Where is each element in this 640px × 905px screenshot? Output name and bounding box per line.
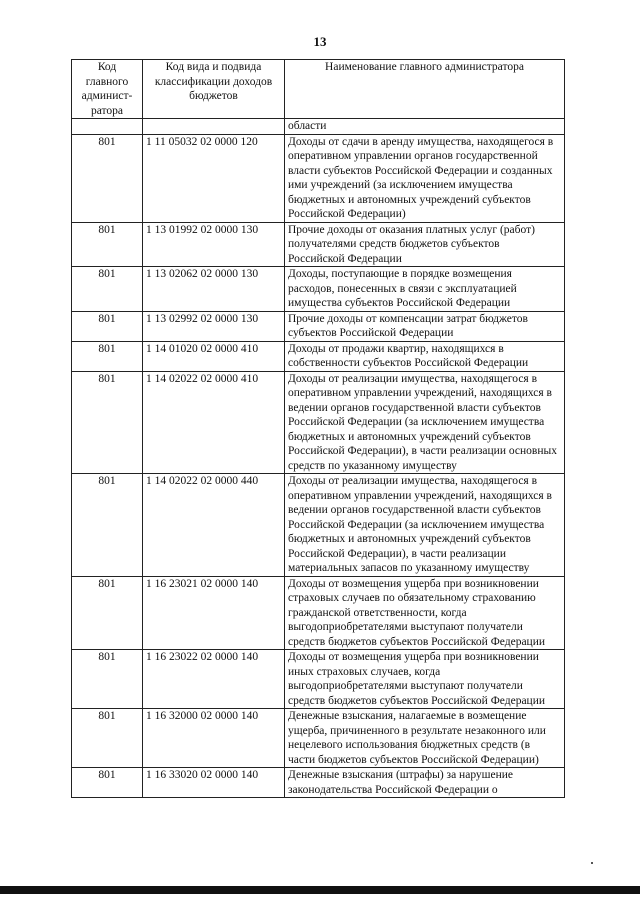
revenue-code-cell: 1 13 02062 02 0000 130: [143, 267, 285, 312]
revenue-name-cell: [285, 576, 565, 650]
revenue-name-line: бюджетных и автономных учреждений субъектов: [288, 430, 531, 443]
revenue-name-line: бюджетных и автономных учреждений субъектов: [288, 533, 531, 545]
section-empty-cell: [72, 119, 143, 135]
scan-speck: [591, 862, 593, 864]
revenue-name-cell: [285, 341, 565, 371]
table-row: [72, 341, 565, 371]
revenue-name-line: Российской Федерации (за исключением имущества: [288, 518, 545, 531]
revenue-name-cell: [285, 371, 565, 474]
revenue-code-cell: 1 11 05032 02 0000 120: [143, 134, 285, 222]
revenue-name-line: ведении органов государственной власти субъектов: [288, 401, 541, 414]
revenue-name-line: Доходы от возмещения ущерба при возникновении: [288, 651, 539, 663]
header-administrator-name: [285, 60, 565, 119]
table-row: [72, 576, 565, 650]
revenue-name-line: Российской Федерации): [288, 208, 406, 220]
revenue-name-line: Прочие доходы от оказания платных услуг (работ): [288, 223, 535, 236]
header-line: админист-: [81, 90, 133, 102]
revenue-name-line: страховых случаев по обязательному страхованию: [288, 592, 536, 604]
revenue-name-cell: [285, 474, 565, 577]
revenue-name-cell: [285, 134, 565, 222]
section-row: [72, 119, 565, 135]
header-line: Наименование главного администратора: [325, 61, 524, 73]
table-row: [72, 768, 565, 798]
revenue-name-line: Российской Федерации), в части реализации: [288, 547, 506, 560]
revenue-name-line: субъектов Российской Федерации: [288, 327, 454, 339]
revenue-name-line: расходов, понесенных в связи с эксплуатацией: [288, 282, 517, 295]
header-line: главного: [85, 75, 129, 88]
revenue-name-line: Прочие доходы от компенсации затрат бюджетов: [288, 312, 528, 325]
revenue-name-line: собственности субъектов Российской Федерации: [288, 357, 529, 369]
revenue-name-line: оперативном управлении учреждений, находящихся в: [288, 387, 552, 399]
table-row: [72, 311, 565, 341]
revenue-name-line: нецелевого использования бюджетных средств (в: [288, 739, 531, 751]
revenue-name-line: гражданской ответственности, когда: [288, 606, 467, 619]
revenue-name-line: Российской Федерации), в части реализации основных: [288, 445, 557, 457]
revenue-name-line: Денежные взыскания, налагаемые в возмещение: [288, 710, 527, 722]
revenue-code-cell: 1 13 01992 02 0000 130: [143, 222, 285, 267]
header-revenue-code: [143, 60, 285, 119]
table-row: [72, 709, 565, 768]
admin-code-cell: 801: [72, 341, 143, 371]
revenue-name-line: ущерба, причиненного в результате незаконного или: [288, 724, 546, 737]
revenue-name-line: Доходы от реализации имущества, находящегося в: [288, 372, 538, 385]
admin-code-cell: 801: [72, 576, 143, 650]
table-row: [72, 267, 565, 312]
revenue-name-line: законодательства Российской Федерации о: [288, 783, 498, 796]
header-line: ратора: [90, 104, 124, 117]
revenue-name-line: Российской Федерации (за исключением имущества: [288, 416, 545, 428]
table-row: [72, 650, 565, 709]
revenue-name-cell: [285, 768, 565, 798]
revenue-name-line: Доходы от возмещения ущерба при возникновении: [288, 577, 539, 590]
header-admin-code: [72, 60, 143, 119]
section-empty-cell: [143, 119, 285, 135]
admin-code-cell: 801: [72, 650, 143, 709]
page-number: 13: [313, 34, 327, 49]
revenue-name-line: бюджетных и автономных учреждений субъектов: [288, 193, 531, 206]
revenue-name-line: оперативном управлении учреждений, находящихся в: [288, 489, 552, 502]
table-body: [72, 119, 565, 798]
revenue-name-line: оперативном управлении органов государственной: [288, 150, 538, 162]
admin-code-cell: 801: [72, 709, 143, 768]
header-line: бюджетов: [189, 90, 238, 102]
revenue-name-line: выгодоприобретателями выступают получатели: [288, 680, 523, 692]
table-row: [72, 371, 565, 474]
section-label: области: [285, 119, 565, 135]
revenue-name-line: Доходы от реализации имущества, находящегося в: [288, 475, 538, 487]
scan-bottom-edge: [0, 886, 640, 894]
revenue-name-line: власти субъектов Российской Федерации и созданных: [288, 164, 553, 177]
revenue-code-cell: 1 16 32000 02 0000 140: [143, 709, 285, 768]
revenue-name-line: Российской Федерации: [288, 252, 402, 265]
revenue-name-cell: [285, 311, 565, 341]
admin-code-cell: 801: [72, 134, 143, 222]
revenue-name-line: выгодоприобретателями выступают получатели: [288, 621, 523, 633]
revenue-code-cell: 1 13 02992 02 0000 130: [143, 311, 285, 341]
revenue-code-cell: 1 16 33020 02 0000 140: [143, 768, 285, 798]
revenue-code-cell: 1 14 02022 02 0000 440: [143, 474, 285, 577]
revenue-name-line: средств по указанному имуществу: [288, 459, 457, 472]
header-line: Код: [97, 61, 117, 73]
table-row: [72, 474, 565, 577]
admin-code-cell: 801: [72, 311, 143, 341]
table-header-row: [72, 60, 565, 119]
revenue-name-line: Денежные взыскания (штрафы) за нарушение: [288, 769, 514, 781]
revenue-classification-table: [71, 59, 565, 798]
table-row: [72, 134, 565, 222]
admin-code-cell: 801: [72, 371, 143, 474]
revenue-name-line: ими учреждений (за исключением имущества: [288, 179, 513, 191]
revenue-name-cell: [285, 650, 565, 709]
admin-code-cell: 801: [72, 267, 143, 312]
revenue-name-cell: [285, 267, 565, 312]
revenue-name-line: средств бюджетов субъектов Российской Федерации: [288, 694, 546, 707]
revenue-code-cell: 1 14 02022 02 0000 410: [143, 371, 285, 474]
revenue-name-line: получателями средств бюджетов субъектов: [288, 238, 500, 250]
revenue-name-line: средств бюджетов субъектов Российской Федерации: [288, 635, 546, 648]
revenue-name-line: имущества субъектов Российской Федерации: [288, 297, 511, 309]
revenue-name-line: Доходы от сдачи в аренду имущества, находящегося в: [288, 135, 554, 148]
revenue-name-line: части бюджетов субъектов Российской Федерации): [288, 753, 539, 766]
revenue-name-line: ведении органов государственной власти субъектов: [288, 504, 541, 516]
admin-code-cell: 801: [72, 768, 143, 798]
header-line: Код вида и подвида: [165, 61, 262, 73]
revenue-code-cell: 1 16 23021 02 0000 140: [143, 576, 285, 650]
revenue-name-line: Доходы от продажи квартир, находящихся в: [288, 342, 504, 355]
revenue-name-cell: [285, 709, 565, 768]
revenue-name-line: Доходы, поступающие в порядке возмещения: [288, 268, 512, 280]
revenue-code-cell: 1 14 01020 02 0000 410: [143, 341, 285, 371]
revenue-name-line: иных страховых случаев, когда: [288, 665, 441, 678]
revenue-name-cell: [285, 222, 565, 267]
revenue-code-cell: 1 16 23022 02 0000 140: [143, 650, 285, 709]
admin-code-cell: 801: [72, 474, 143, 577]
header-line: классификации доходов: [154, 75, 273, 88]
table-row: [72, 222, 565, 267]
revenue-name-line: материальных запасов по указанному имуществу: [288, 562, 530, 574]
admin-code-cell: 801: [72, 222, 143, 267]
